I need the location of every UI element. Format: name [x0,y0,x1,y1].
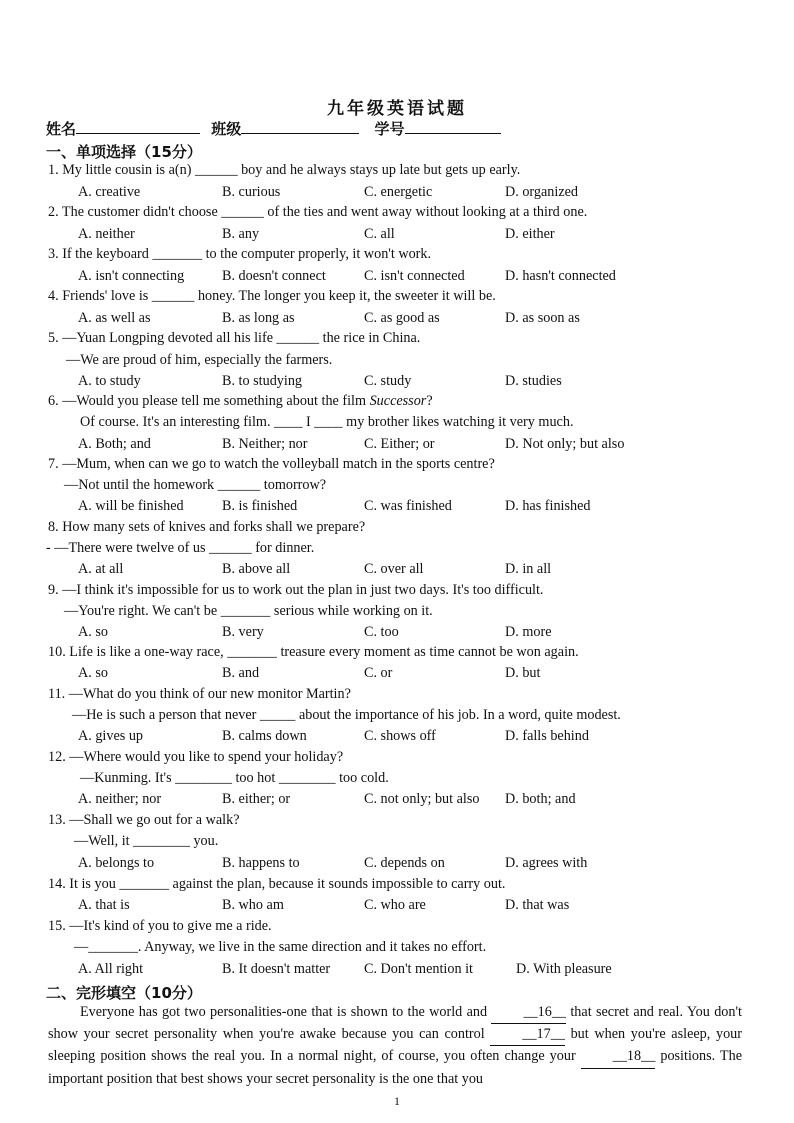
question-15: 15. —It's kind of you to give me a ride. [48,918,272,934]
question-11-line-2: —He is such a person that never _____ about the importance of his job. In a word, quite modest. [72,707,621,723]
question-7-options [78,498,718,518]
option-d[interactable]: D. more [505,624,552,640]
film-title: Successor [369,393,427,409]
option-a[interactable]: A. neither [78,226,135,242]
option-a[interactable]: A. at all [78,561,124,577]
option-d[interactable]: D. organized [505,184,579,200]
cloze-passage [48,1002,742,1090]
question-2: 2. The customer didn't choose ______ of the ties and went away without looking at a third one. [48,204,588,220]
question-3: 3. If the keyboard _______ to the computer properly, it won't work. [48,246,432,262]
option-a[interactable]: A. Both; and [78,436,151,452]
cloze-blank-16[interactable]: __16__ [491,1002,566,1024]
page-title: 九年级英语试题 [327,99,467,119]
option-a[interactable]: A. to study [78,373,141,389]
question-11-options [78,728,718,748]
question-6 [48,393,433,410]
question-15-line-2: —_______. Anyway, we live in the same direction and it takes no effort. [74,939,487,955]
option-b[interactable]: B. Neither; nor [222,436,308,452]
option-b[interactable]: B. either; or [222,791,291,807]
question-13: 13. —Shall we go out for a walk? [48,812,240,828]
question-1: 1. My little cousin is a(n) ______ boy and he always stays up late but gets up early. [48,162,521,178]
question-7: 7. —Mum, when can we go to watch the volleyball match in the sports centre? [48,456,495,472]
option-c[interactable]: C. shows off [364,728,436,744]
option-d[interactable]: D. as soon as [505,310,580,326]
name-blank[interactable] [76,119,200,134]
option-c[interactable]: C. or [364,665,393,681]
option-d[interactable]: D. either [505,226,555,242]
option-a[interactable]: A. isn't connecting [78,268,185,284]
option-a[interactable]: A. neither; nor [78,791,162,807]
student-info-line [46,118,501,139]
id-label: 学号 [374,120,405,138]
question-7-line-2: —Not until the homework ______ tomorrow? [64,477,327,493]
option-c[interactable]: C. Either; or [364,436,435,452]
section-1-title: 一、单项选择（15分） [46,143,202,161]
option-b[interactable]: B. happens to [222,855,300,871]
cloze-blank-18[interactable]: __18__ [581,1046,656,1068]
question-6-stem: 6. —Would you please tell me something about the film [48,393,370,409]
option-d[interactable]: D. hasn't connected [505,268,616,284]
option-a[interactable]: A. gives up [78,728,144,744]
cloze-text-1: Everyone has got two personalities-one that is shown to the world and [80,1004,492,1020]
cloze-text-2: that secret and real. You don't show your secret personality when you're awake because you can control [48,1004,742,1043]
option-c[interactable]: C. study [364,373,412,389]
option-b[interactable]: B. to studying [222,373,303,389]
cloze-text-4: positions. The important position that best shows your secret personality is the one that you [48,1048,742,1087]
option-d[interactable]: D. agrees with [505,855,588,871]
option-c[interactable]: C. depends on [364,855,445,871]
class-blank[interactable] [241,119,359,134]
option-a[interactable]: A. so [78,665,108,681]
option-c[interactable]: C. all [364,226,395,242]
option-b[interactable]: B. curious [222,184,281,200]
name-label: 姓名 [46,120,77,138]
question-9-line-2: —You're right. We can't be _______ serious while working on it. [64,603,433,619]
option-b[interactable]: B. very [222,624,264,640]
class-label: 班级 [211,120,242,138]
question-3-options [78,268,718,288]
question-8: 8. How many sets of knives and forks shall we prepare? [48,519,366,535]
question-11: 11. —What do you think of our new monitor Martin? [48,686,351,702]
option-a[interactable]: A. creative [78,184,141,200]
option-b[interactable]: B. It doesn't matter [222,961,331,977]
question-12-options [78,791,718,811]
question-6-options [78,436,718,456]
question-6-line-2: Of course. It's an interesting film. ____ I ____ my brother likes watching it very much. [80,414,574,430]
question-9-options [78,624,718,644]
question-4: 4. Friends' love is ______ honey. The longer you keep it, the sweeter it will be. [48,288,496,304]
question-12: 12. —Where would you like to spend your holiday? [48,749,344,765]
option-a[interactable]: A. so [78,624,108,640]
question-5-options [78,373,718,393]
option-c[interactable]: C. energetic [364,184,433,200]
section-2-title: 二、完形填空（10分） [46,984,202,1002]
option-c[interactable]: C. who are [364,897,426,913]
option-c[interactable]: C. as good as [364,310,440,326]
question-9: 9. —I think it's impossible for us to work out the plan in just two days. It's too difficult. [48,582,544,598]
option-b[interactable]: B. is finished [222,498,298,514]
option-b[interactable]: B. doesn't connect [222,268,326,284]
question-13-options [78,855,718,875]
question-2-options [78,226,718,246]
option-d[interactable]: D. With pleasure [516,961,612,977]
option-c[interactable]: C. over all [364,561,424,577]
question-10: 10. Life is like a one-way race, _______ treasure every moment as time cannot be won again. [48,644,579,660]
option-b[interactable]: B. any [222,226,260,242]
option-c[interactable]: C. not only; but also [364,791,480,807]
option-a[interactable]: A. All right [78,961,144,977]
id-blank[interactable] [405,119,501,134]
option-a[interactable]: A. as well as [78,310,151,326]
option-d[interactable]: D. Not only; but also [505,436,625,452]
cloze-blank-17[interactable]: __17__ [490,1024,565,1046]
option-b[interactable]: B. who am [222,897,284,913]
option-b[interactable]: B. as long as [222,310,295,326]
question-5-line-2: —We are proud of him, especially the farmers. [66,352,333,368]
option-d[interactable]: D. both; and [505,791,576,807]
question-1-options [78,184,718,204]
option-d[interactable]: D. falls behind [505,728,589,744]
question-14: 14. It is you _______ against the plan, because it sounds impossible to carry out. [48,876,506,892]
question-4-options [78,310,718,330]
option-b[interactable]: B. above all [222,561,291,577]
question-8-line-2: - —There were twelve of us ______ for dinner. [46,540,315,556]
option-a[interactable]: A. belongs to [78,855,155,871]
question-5: 5. —Yuan Longping devoted all his life ______ the rice in China. [48,330,421,346]
page-number: 1 [394,1094,400,1108]
option-a[interactable]: A. that is [78,897,130,913]
option-d[interactable]: D. studies [505,373,562,389]
question-12-line-2: —Kunming. It's ________ too hot ________ too cold. [80,770,389,786]
question-13-line-2: —Well, it ________ you. [74,833,219,849]
option-a[interactable]: A. will be finished [78,498,184,514]
option-b[interactable]: B. calms down [222,728,307,744]
option-d[interactable]: D. but [505,665,541,681]
question-10-options [78,665,718,685]
cloze-text-3: but when you're asleep, your sleeping position shows the real you. In a normal night, of course, you often change your [48,1026,742,1065]
option-d[interactable]: D. that was [505,897,570,913]
question-15-options [78,961,718,981]
question-14-options [78,897,718,917]
option-b[interactable]: B. and [222,665,260,681]
question-8-options [78,561,718,581]
option-c[interactable]: C. was finished [364,498,452,514]
option-d[interactable]: D. has finished [505,498,591,514]
option-c[interactable]: C. isn't connected [364,268,465,284]
option-d[interactable]: D. in all [505,561,552,577]
option-c[interactable]: C. Don't mention it [364,961,473,977]
question-6-stem-end: ? [426,393,433,409]
option-c[interactable]: C. too [364,624,399,640]
